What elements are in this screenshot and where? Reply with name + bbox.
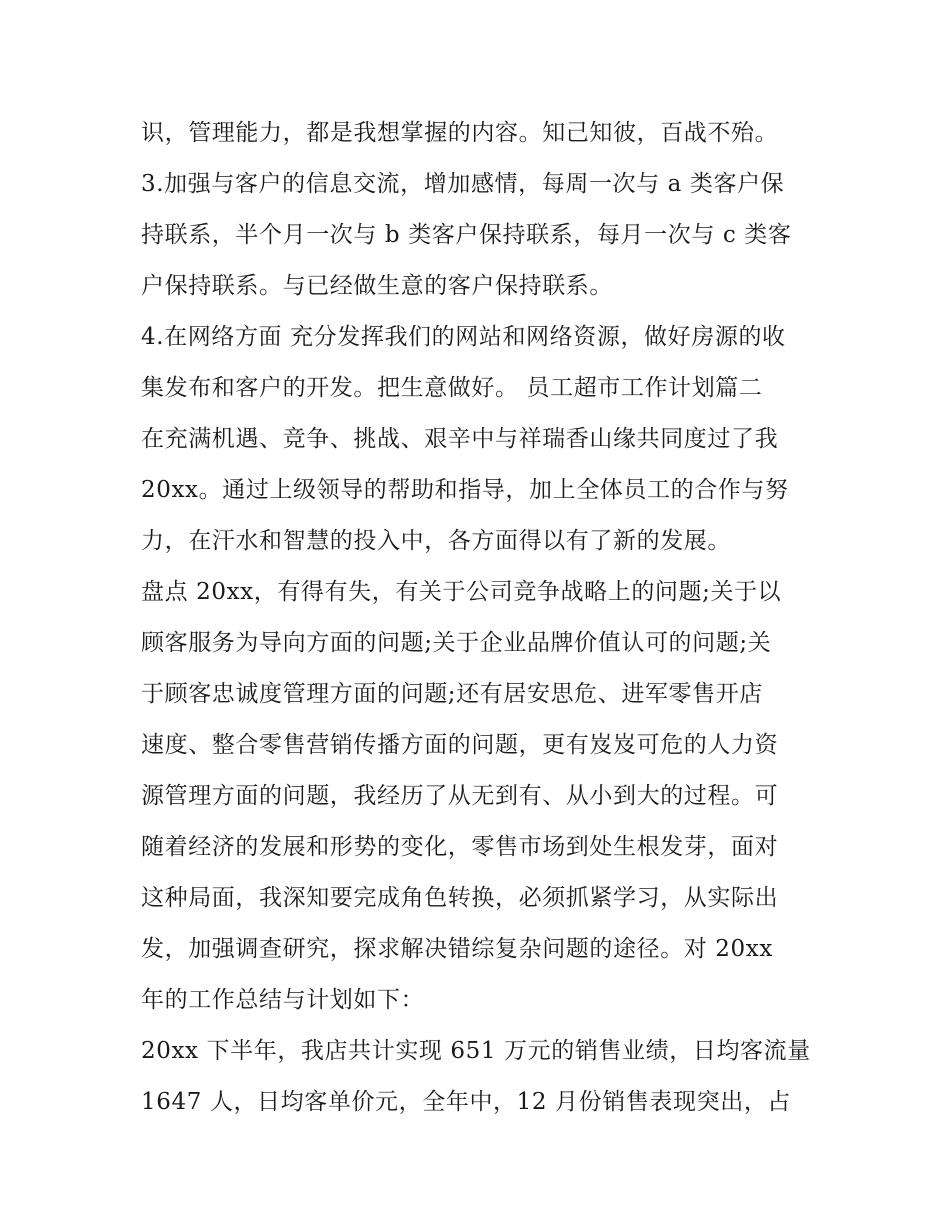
text-line: 20xx 下半年，我店共计实现 651 万元的销售业绩，日均客流量: [141, 1038, 811, 1064]
text-line: 年的工作总结与计划如下：: [141, 987, 425, 1013]
text-line: 识，管理能力，都是我想掌握的内容。知己知彼，百战不殆。: [141, 120, 779, 146]
text-line: 户保持联系。与已经做生意的客户保持联系。: [141, 273, 613, 299]
text-line: 在充满机遇、竞争、挑战、艰辛中与祥瑞香山缘共同度过了我: [141, 426, 779, 452]
text-line: 盘点 20xx，有得有失，有关于公司竞争战略上的问题;关于以: [141, 579, 782, 605]
text-line: 力，在汗水和智慧的投入中，各方面得以有了新的发展。: [141, 528, 731, 554]
text-line: 持联系，半个月一次与 b 类客户保持联系，每月一次与 c 类客: [141, 222, 792, 248]
text-line: 这种局面，我深知要完成角色转换，必须抓紧学习，从实际出: [141, 885, 779, 911]
text-line: 发，加强调查研究，探求解决错综复杂问题的途径。对 20xx: [141, 936, 773, 962]
text-line: 3.加强与客户的信息交流，增加感情，每周一次与 a 类客户保: [141, 171, 785, 197]
text-line: 随着经济的发展和形势的变化，零售市场到处生根发芽，面对: [141, 834, 779, 860]
document-body: [141, 108, 831, 1128]
text-line: 4.在网络方面 充分发挥我们的网站和网络资源，做好房源的收: [141, 324, 786, 350]
text-line: 速度、整合零售营销传播方面的问题，更有岌岌可危的人力资: [141, 732, 779, 758]
text-line: 顾客服务为导向方面的问题;关于企业品牌价值认可的问题;关: [141, 630, 772, 656]
text-line: 1647 人，日均客单价元，全年中，12 月份销售表现突出，占: [141, 1089, 792, 1115]
text-line: 源管理方面的问题，我经历了从无到有、从小到大的过程。可: [141, 783, 779, 809]
text-line: 集发布和客户的开发。把生意做好。 员工超市工作计划篇二: [141, 375, 763, 401]
text-line: 20xx。通过上级领导的帮助和指导，加上全体员工的合作与努: [141, 477, 789, 503]
text-line: 于顾客忠诚度管理方面的问题;还有居安思危、进军零售开店: [141, 681, 763, 707]
